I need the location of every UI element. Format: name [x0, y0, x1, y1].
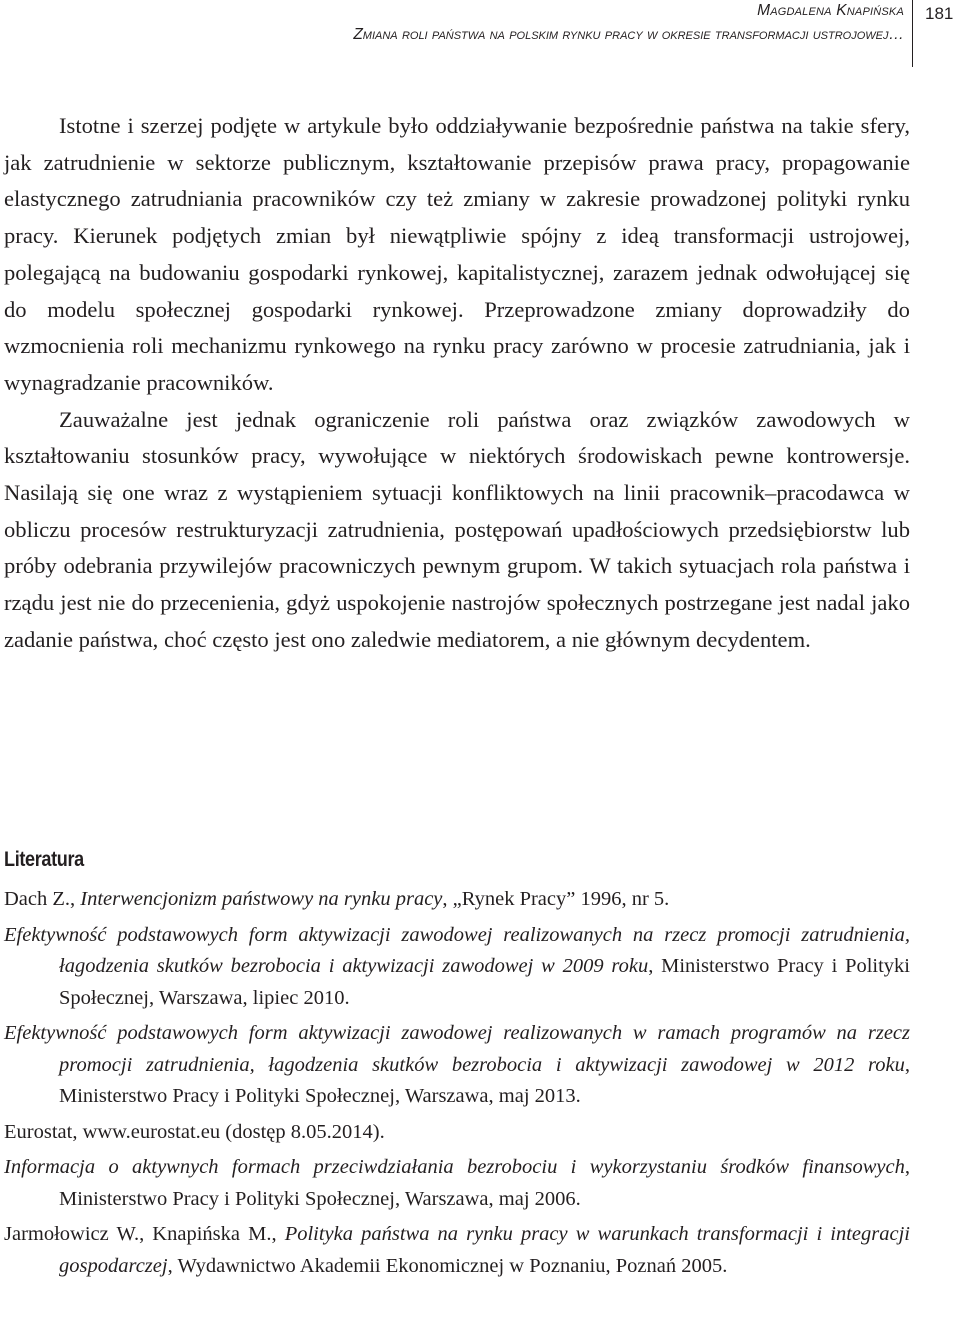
reference-list — [4, 884, 910, 1282]
reference-text: Jarmołowicz W., Knapińska M., — [4, 1223, 285, 1245]
reference-entry — [4, 1219, 910, 1282]
reference-text: , Ministerstwo Pracy i Polityki Społecznej, Warszawa, maj 2006. — [59, 1156, 910, 1210]
paragraph-1 — [4, 108, 910, 402]
sentence: Nasilają się one wraz z wystąpieniem sytuacji konfliktowych na linii pracownik–pracodawca w obliczu procesów restrukturyzacji zatrudnienia, postępowań upadłościowych przedsiębiorstw lub próby odebrania przywilejów pracowniczych pewnym grupom. — [4, 480, 910, 579]
reference-title: Interwencjonizm państwowy na rynku pracy — [80, 888, 443, 910]
sentence: Istotne i szerzej podjęte w artykule było oddziaływanie bezpośrednie państwa na takie sfery, jak zatrudnienie w sektorze publicznym, kształtowanie przepisów prawa pracy, propagowanie elastycznego zatrudniania pracowników czy też zmiany w zakresie prowadzonej polityki rynku pracy. — [4, 113, 910, 249]
sentence: Zauważalne jest jednak ograniczenie roli państwa oraz związków zawodowych w kształtowaniu stosunków pracy, wywołujące w niektórych środowiskach pewne kontrowersje. — [4, 406, 910, 469]
reference-text: Eurostat, www.eurostat.eu (dostęp 8.05.2014). — [4, 1120, 385, 1143]
reference-title: Efektywność podstawowych form aktywizacji zawodowej realizowanych w ramach programów na rzecz promocji zatrudnienia, łagodzenia skutków bezrobocia i aktywizacji zawodowej w 2012 roku — [4, 1022, 910, 1076]
running-head-title: Zmiana roli państwa na polskim rynku pracy w okresie transformacji ustrojowej… — [353, 26, 904, 43]
sentence: Kierunek podjętych zmian był niewątpliwie spójny z ideą transformacji ustrojowej, polegającą na budowaniu gospodarki rynkowej, kapitalistycznej, zarazem jednak odwołującej się do modelu społecznej gospodarki rynkowej. — [4, 223, 911, 322]
reference-entry — [4, 884, 910, 916]
reference-text: , Ministerstwo Pracy i Polityki Społecznej, Warszawa, maj 2013. — [59, 1053, 910, 1107]
reference-text: , Ministerstwo Pracy i Polityki Społecznej, Warszawa, lipiec 2010. — [59, 955, 911, 1009]
reference-text: , Wydawnictwo Akademii Ekonomicznej w Poznaniu, Poznań 2005. — [167, 1254, 728, 1277]
page-number: 181 — [925, 4, 954, 23]
reference-entry — [4, 920, 910, 1015]
header-divider — [912, 0, 913, 67]
running-head — [0, 0, 960, 70]
reference-entry — [4, 1152, 910, 1215]
reference-title: Efektywność podstawowych form aktywizacji zawodowej realizowanych na rzecz promocji zatrudnienia, łagodzenia skutków bezrobocia i aktywizacji zawodowej w 2009 roku — [4, 923, 910, 977]
reference-title: Informacja o aktywnych formach przeciwdziałania bezrobociu i wykorzystaniu środków finansowych — [4, 1156, 905, 1178]
sentence: Przeprowadzone zmiany doprowadziły do wzmocnienia roli mechanizmu rynkowego na rynku pracy zarówno w procesie zatrudniania, jak i wynagradzanie pracowników. — [4, 296, 910, 395]
reference-text: , „Rynek Pracy” 1996, nr 5. — [442, 888, 670, 910]
reference-entry — [4, 1117, 910, 1149]
section-heading-literatura: Literatura — [4, 848, 84, 872]
body-text — [4, 108, 910, 659]
reference-title: Polityka państwa na rynku pracy w warunkach transformacji i integracji gospodarczej — [59, 1223, 910, 1277]
reference-text: Dach Z., — [4, 888, 81, 910]
sentence: W takich sytuacjach rola państwa i rządu jest nie do przecenienia, gdyż uspokojenie nastrojów społecznych postrzegane jest nadal jako zadanie państwa, choć często jest ono zaledwie mediatorem, a nie głównym decydentem. — [4, 553, 911, 652]
paragraph-2 — [4, 402, 910, 659]
running-head-author: Magdalena Knapińska — [757, 2, 904, 19]
reference-entry — [4, 1018, 910, 1113]
